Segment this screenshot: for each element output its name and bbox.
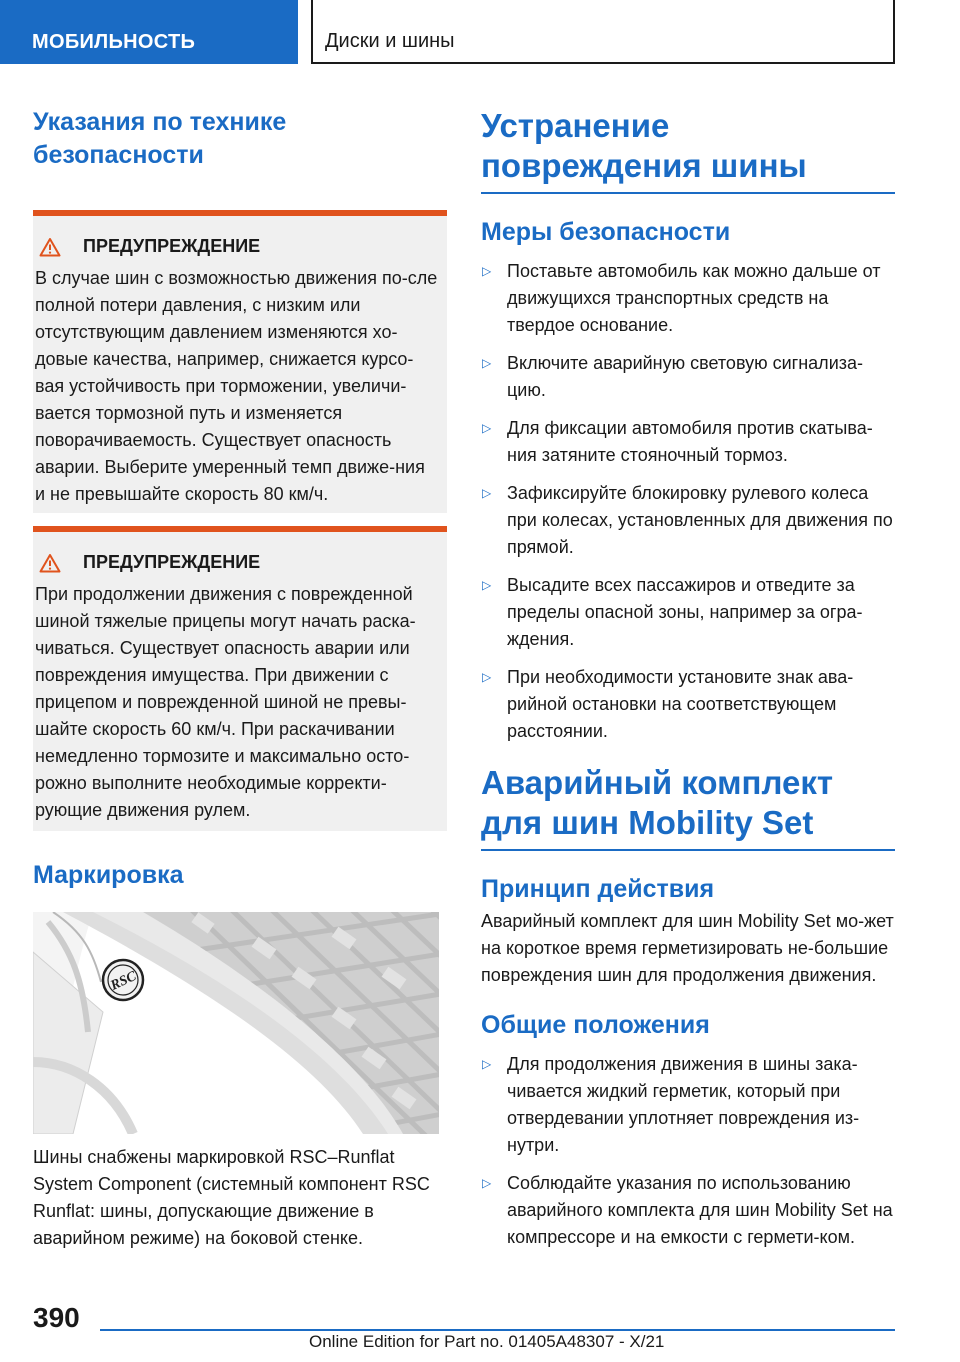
general-heading: Общие положения	[481, 1011, 710, 1039]
tire-marking-illustration	[33, 912, 439, 1134]
list-item: ▷ Для продолжения движения в шины зака-чивается жидкий герметик, который при отвердевании уплотняет повреждения из-нутри.	[481, 1051, 895, 1159]
bullet-triangle-icon: ▷	[482, 578, 492, 592]
bullet-triangle-icon: ▷	[482, 421, 492, 435]
bullet-triangle-icon: ▷	[482, 670, 492, 684]
bullet-triangle-icon: ▷	[482, 356, 492, 370]
warning-1-title: ПРЕДУПРЕЖДЕНИЕ	[83, 236, 261, 256]
warning-1-text: В случае шин с возможностью движения по-сле полной потери давления, с низким или отсутствующим давлением изменяются хо-довые качества, например, снижается курсо-вая устойчивость при торможении, увеличи-вается тормозной путь и изменяется поворачиваемость. Существует опасность аварии. Выберите умеренный темп движе-ния и не превышайте скорость 80 км/ч.	[35, 268, 438, 504]
marking-heading: Маркировка	[33, 861, 184, 889]
list-item: ▷ Поставьте автомобиль как можно дальше от движущихся транспортных средств на твердое основание.	[481, 258, 895, 339]
list-item: ▷ Высадите всех пассажиров и отведите за пределы опасной зоны, например за огра-ждения.	[481, 572, 895, 653]
footer-rule	[100, 1329, 895, 1331]
repair-heading: Устранение повреждения шины	[481, 106, 895, 194]
left-column	[33, 106, 447, 1252]
bullet-triangle-icon: ▷	[482, 486, 492, 500]
header-title-frame	[311, 0, 895, 64]
footer-edition: Online Edition for Part no. 01405A48307 - X/21	[309, 1332, 665, 1351]
mobility-set-heading: Аварийный комплект для шин Mobility Set	[481, 763, 895, 851]
marking-text: Шины снабжены маркировкой RSC–Runflat System Component (системный компонент RSC Runflat: шины, допускающие движение в аварийном режиме) на боковой стенке.	[33, 1147, 430, 1248]
list-item: ▷ Соблюдайте указания по использованию аварийного комплекта для шин Mobility Set на компрессоре и на емкости с гермети-ком.	[481, 1170, 895, 1251]
bullet-triangle-icon: ▷	[482, 1176, 492, 1190]
list-item: ▷ Для фиксации автомобиля против скатыва-ния затяните стояночный тормоз.	[481, 415, 895, 469]
header-title: Диски и шины	[325, 30, 455, 52]
warning-2-text: При продолжении движения с поврежденной шиной тяжелые прицепы могут начать раска-чиваться. Существует опасность аварии или повреждения имущества. При движении с прицепом и поврежденной шиной не превы-шайте скорость 60 км/ч. При раскачивании немедленно тормозите и максимально осто-рожно выполните необходимые корректи-рующие движения рулем.	[35, 584, 416, 820]
bullet-triangle-icon: ▷	[482, 264, 492, 278]
page-number: 390	[33, 1302, 80, 1333]
warning-2-title: ПРЕДУПРЕЖДЕНИЕ	[83, 552, 261, 572]
principle-heading: Принцип действия	[481, 875, 715, 903]
safety-measures-list	[481, 258, 895, 745]
general-list	[481, 1051, 895, 1251]
list-item: ▷ Зафиксируйте блокировку рулевого колеса при колесах, установленных для движения по прямой.	[481, 480, 895, 561]
warning-1-title-row	[35, 236, 439, 257]
principle-text: Аварийный комплект для шин Mobility Set мо-жет на короткое время герметизировать не-большие повреждения шин для продолжения движения.	[481, 911, 894, 985]
warning-triangle-icon	[39, 237, 61, 257]
list-item: ▷ При необходимости установите знак ава-рийной остановки на соответствующем расстоянии.	[481, 664, 895, 745]
tire-sidewall-drawing	[33, 912, 439, 1134]
header-section-tab: МОБИЛЬНОСТЬ	[0, 0, 298, 64]
warning-box-2	[33, 526, 447, 831]
warning-2-title-row	[35, 552, 439, 573]
warning-triangle-icon	[39, 553, 61, 573]
rsc-badge-icon	[103, 960, 143, 1000]
list-item: ▷ Включите аварийную световую сигнализа-цию.	[481, 350, 895, 404]
rsc-badge-text: RSC	[108, 968, 139, 994]
right-column	[481, 106, 895, 1262]
warning-box-1	[33, 210, 447, 513]
safety-heading: Указания по технике безопасности	[33, 108, 287, 169]
bullet-triangle-icon: ▷	[482, 1057, 492, 1071]
safety-measures-heading: Меры безопасности	[481, 218, 731, 246]
